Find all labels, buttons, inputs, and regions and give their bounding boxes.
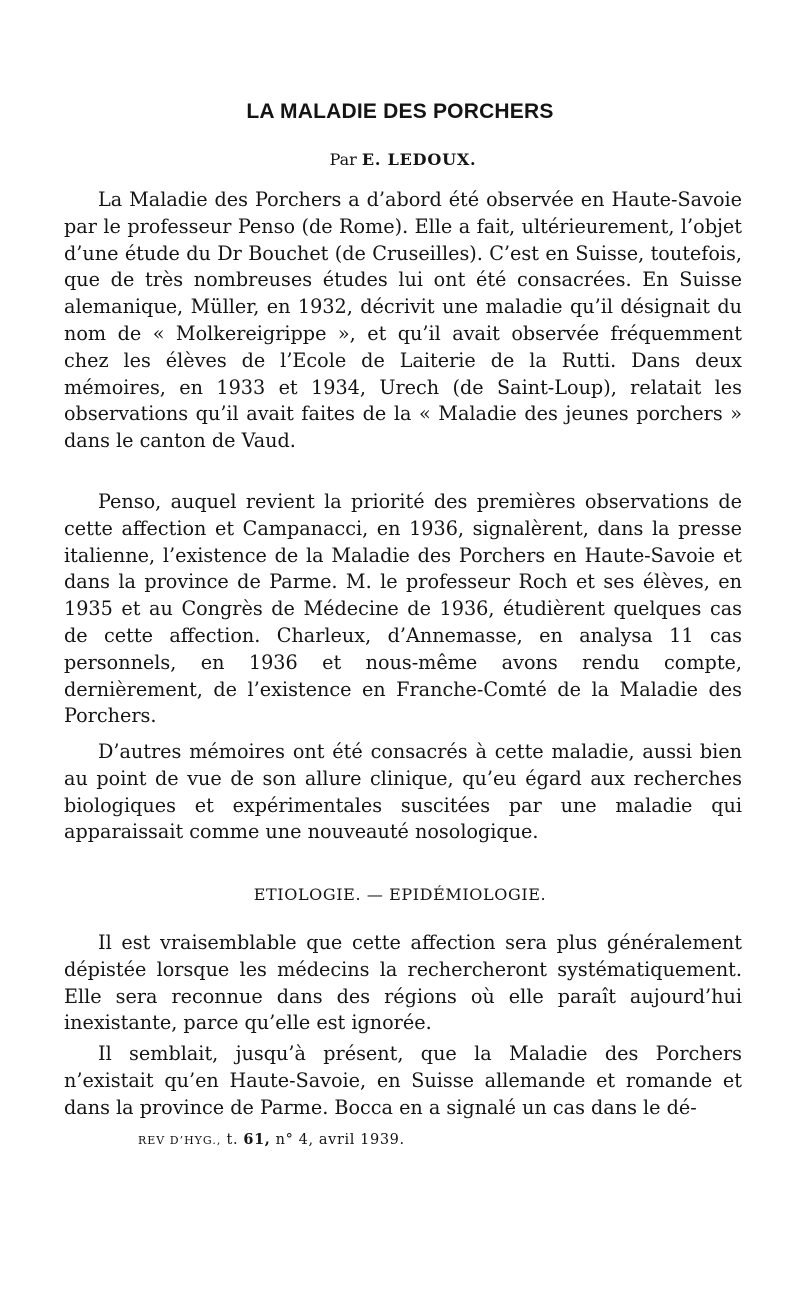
section-heading-etiologie: ETIOLOGIE. — EPIDÉMIOLOGIE. bbox=[253, 885, 547, 904]
article-title: LA MALADIE DES PORCHERS bbox=[246, 100, 554, 123]
numero-value: 4, bbox=[298, 1132, 314, 1148]
etiologie-paragraph-2: Il semblait, jusqu’à présent, que la Maladie des Porchers n’existait qu’en Haute-Savoie, en Suisse allemande et romande et dans la province de Parme. Bocca en a signalé un cas dans le dé- bbox=[64, 1042, 742, 1119]
journal-name: REV D’HYG., bbox=[138, 1134, 222, 1147]
etiologie-paragraph-1: Il est vraisemblable que cette affection sera plus généralement dépistée lorsque les médecins la rechercheront systématiquement. Elle sera reconnue dans des régions où elle paraît aujourd’hui inexistante, parce qu’elle est ignorée. bbox=[64, 931, 742, 1035]
intro-paragraph-3: D’autres mémoires ont été consacrés à cette maladie, aussi bien au point de vue de son allure clinique, qu’eu égard aux recherches biologiques et expérimentales suscitées par une maladie qui apparaissait comme une nouveauté nosologique. bbox=[64, 740, 742, 844]
byline-prefix: Par bbox=[329, 150, 357, 169]
author-name: E. LEDOUX. bbox=[361, 150, 477, 169]
numero-label: n° bbox=[275, 1132, 294, 1148]
journal-footer bbox=[138, 1131, 405, 1148]
tome-number: 61, bbox=[243, 1131, 271, 1148]
intro-paragraph-1: La Maladie des Porchers a d’abord été observée en Haute-Savoie par le professeur Penso (de Rome). Elle a fait, ultérieurement, l’objet d’une étude du Dr Bouchet (de Cruseilles). C’est en Suisse, toutefois, que de très nombreuses études lui ont été consacrées. En Suisse alemanique, Müller, en 1932, décrivit une maladie qu’il désignait du nom de « Molkereigrippe », et qu’il avait observée fréquemment chez les élèves de l’Ecole de Laiterie de la Rutti. Dans deux mémoires, en 1933 et 1934, Urech (de Saint-Loup), relatait les observations qu’il avait faites de la « Maladie des jeunes porchers » dans le canton de Vaud. bbox=[64, 188, 742, 453]
tome-label: t. bbox=[226, 1132, 239, 1148]
issue-date: avril 1939. bbox=[318, 1132, 405, 1148]
intro-paragraph-2: Penso, auquel revient la priorité des premières observations de cette affection et Campanacci, en 1936, signalèrent, dans la presse italienne, l’existence de la Maladie des Porchers en Haute-Savoie et dans la province de Parme. M. le professeur Roch et ses élèves, en 1935 et au Congrès de Médecine de 1936, étudièrent quelques cas de cette affection. Charleux, d’Annemasse, en analysa 11 cas personnels, en 1936 et nous-même avons rendu compte, dernièrement, de l’existence en Franche-Comté de la Maladie des Porchers. bbox=[64, 490, 742, 728]
byline bbox=[0, 150, 800, 169]
